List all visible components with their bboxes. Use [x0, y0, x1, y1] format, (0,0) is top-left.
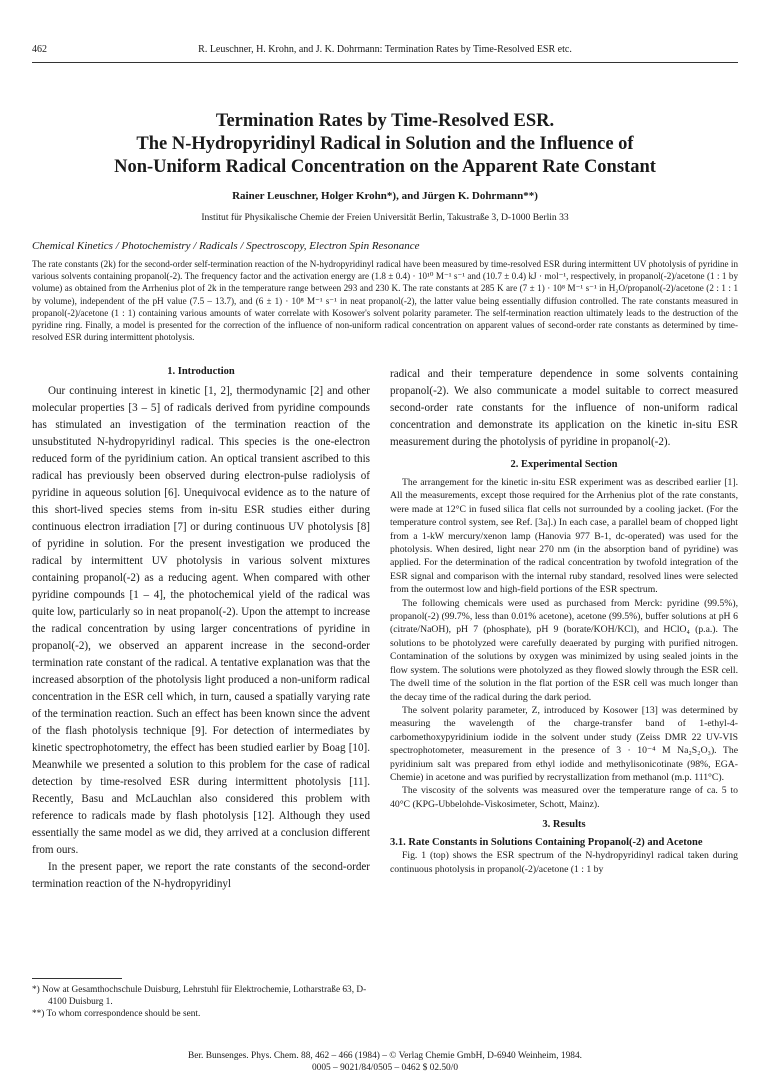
introduction-paragraph: In the present paper, we report the rate constants of the second-order termination reaction of the N-hydropyridinyl [32, 861, 370, 890]
author-list: Rainer Leuschner, Holger Krohn*), and Jürgen K. Dohrmann**) [232, 190, 538, 202]
introduction-paragraph-continued: radical and their temperature dependence in some solvents containing propanol(-2). We also communicate a model suitable to correct measured second-order rate constants for the influence of non-uniform radical concentration and demonstrate its application on the kinetic in-situ ESR measurement during the photolysis of pyridine in propanol(-2). [390, 368, 738, 448]
page-number: 462 [32, 44, 47, 55]
left-column [32, 366, 370, 893]
footnotes [32, 984, 370, 1020]
running-title: R. Leuschner, H. Krohn, and J. K. Dohrmann: Termination Rates by Time-Resolved ESR etc. [198, 44, 572, 55]
header-rule [32, 62, 738, 63]
results-paragraph: Fig. 1 (top) shows the ESR spectrum of the N-hydropyridinyl radical taken during continuous photolysis in propanol(-2)/acetone (1 : 1 by [390, 850, 738, 875]
experimental-paragraph: The arrangement for the kinetic in-situ ESR experiment was as described earlier [1]. All the measurements, except those required for the Arrhenius plot of the rate constants, were made at 12°C in fused silica flat cells not surrounded by a cooling jacket. (For the temperature control system, see Ref. [3a].) In each case, a parallel beam of chopped light from a 1-kW mercury/xenon lamp (Hanovia 977 B-1, dc-operated) was used for the photolysis. When desired, light near 270 nm (in the absorption band of pyridine) was applied. For the determination of the radical concentration by twofold integration of the ESR signal and comparison with the internal ruby standard, resolved lines were selected from the outermost low and high-field portions of the ESR spectrum. [390, 477, 738, 596]
introduction-paragraph: Our continuing interest in kinetic [1, 2], thermodynamic [2] and other molecular properties [3 – 5] of radicals derived from pyridine compounds has stimulated an investigation of the termination reaction of the unsubstituted N-hydropyridinyl radical. This species is the one-electron reduced form of the pyridinium cation. An optical transient ascribed to this radical has previously been observed during electron-pulse radiolysis of pyridine in aqueous solution [6]. Unequivocal evidence as to the nature of this short-lived species stems from in-situ ESR studies either during continuous electron irradiation [7] or during continuous UV photolysis [8] of pyridine in solution. For the present investigation we produced the radical by intermittent UV photolysis in various solvent mixtures containing propanol(-2) as a reducing agent. When compared with other pyridine compounds [1 – 4], the photochemical yield of the radical was quite low, particularly so in neat propanol(-2). Upon the attempt to increase the radical concentration by using larger concentrations of pyridine in propanol(-2), we observed an apparent increase in the second-order termination rate constant of the radical. A tentative explanation was that the increased absorption of the photolysis light produced a non-uniform radical concentration in the ESR cell which, in turn, caused a spatially varying rate of the termination reaction. Such an effect has been known since the advent of the flash photolysis technique [9]. For detection of intermediates by kinetic spectrophotometry, the effect has been studied earlier by Boag [10]. Meanwhile we presented a solution to this problem for the case of radical detection by time-resolved ESR during intermittent photolysis [11]. Recently, Basu and McLauchlan also considered this problem with reference to radicals made by flash photolysis [12]. Although they used essentially the same model as we did, they arrived at a conclusion different from ours. [32, 385, 370, 856]
article-title [60, 110, 710, 179]
section-heading-results: 3. Results [542, 819, 586, 831]
footnote: *) Now at Gesamthochschule Duisburg, Lehrstuhl für Elektrochemie, Lotharstraße 63, D-4100 Duisburg 1. [32, 985, 367, 1007]
section-heading-experimental: 2. Experimental Section [510, 459, 618, 470]
footnote: **) To whom correspondence should be sent. [32, 1009, 201, 1019]
title-line-3: Non-Uniform Radical Concentration on the Apparent Rate Constant [114, 157, 656, 177]
affiliation: Institut für Physikalische Chemie der Freien Universität Berlin, Takustraße 3, D-1000 Berlin 33 [201, 212, 569, 223]
right-column [390, 366, 738, 876]
section-heading-introduction: 1. Introduction [167, 366, 235, 377]
experimental-paragraph: The solvent polarity parameter, Z, introduced by Kosower [13] was determined by measuring the wavelength of the charge-transfer band of 1-ethyl-4-carbomethoxypyridinium iodide in the solvent under study (Zeiss DMR 22 UV-VIS spectrophotometer, measurement in the presence of 3 · 10⁻⁴ M Na₂S₂O₃). The pyridinium salt was prepared from ethyl iodide and methylisonicotinate (98%, EGA-Chemie) in acetone and was purified by recrystallization from methanol (m.p. 111°C). [390, 704, 738, 783]
experimental-paragraph: The following chemicals were used as purchased from Merck: pyridine (99.5%), propanol(-2) (99.7%, less than 0.01% acetone), acetone (99.5%), buffer solutions at pH 6 (citrate/NaOH), pH 7 (phosphate), pH 9 (borate/KOH/KCl), and HClO₄ (p.a.). The solutions to be photolyzed were carefully deaerated by purging with purified nitrogen. Contamination of the solutions by oxygen was minimized by using sealed joints in the flow system. The solutions were photolyzed as they flowed slowly through the ESR cell. The dwell time of the solution in the flat portion of the ESR cell was much longer than the decay time of the radical during the dark period. [390, 597, 738, 703]
abstract: The rate constants (2k) for the second-order self-termination reaction of the N-hydropyridinyl radical have been measured by time-resolved ESR during intermittent UV photolysis of pyridine in various solvents containing propanol(-2). The frequency factor and the activation energy are (1.8 ± 0.4) · 10¹⁰ M⁻¹ s⁻¹ and (10.7 ± 0.4) kJ · mol⁻¹, respectively, in propanol(-2)/acetone (1 : 1 by volume) as obtained from the Arrhenius plot of 2k in the temperature range between 293 and 230 K. The rate constants at 285 K are (7 ± 1) · 10⁸ M⁻¹ s⁻¹ in H₂O/propanol(-2)/acetone (2 : 1 : 1 by volume), independent of the pH value (7.5 – 13.7), and (6 ± 1) · 10⁸ M⁻¹ s⁻¹ in neat propanol(-2), the latter value being essentially diffusion controlled. The rate constants measured in propanol(-2)/acetone (1 : 1) containing various amounts of water correlate with Kosower's solvent polarity parameter. The self-termination reaction ultimately leads to the destruction of the pyridine ring. Finally, a model is presented for the correction of the influence of non-uniform radical concentration on apparent values of second-order rate constants as determined by time-resolved ESR during intermittent photolysis. [32, 259, 738, 343]
issn-line: 0005 – 9021/84/0505 – 0462 $ 02.50/0 [311, 1063, 459, 1073]
subsection-heading: 3.1. Rate Constants in Solutions Containing Propanol(-2) and Acetone [390, 837, 703, 849]
experimental-paragraph: The viscosity of the solvents was measured over the temperature range of ca. 5 to 40°C (KPG-Ubbelohde-Viskosimeter, Schott, Mainz). [390, 785, 738, 810]
title-line-1: Termination Rates by Time-Resolved ESR. [215, 111, 555, 131]
keywords: Chemical Kinetics / Photochemistry / Radicals / Spectroscopy, Electron Spin Resonance [32, 240, 420, 252]
running-header [32, 44, 738, 60]
citation-line: Ber. Bunsenges. Phys. Chem. 88, 462 – 466 (1984) – © Verlag Chemie GmbH, D-6940 Weinheim, 1984. [187, 1051, 582, 1061]
citation-footer [32, 1050, 738, 1074]
title-line-2: The N-Hydropyridinyl Radical in Solution and the Influence of [136, 134, 634, 154]
footnote-rule [32, 978, 122, 979]
